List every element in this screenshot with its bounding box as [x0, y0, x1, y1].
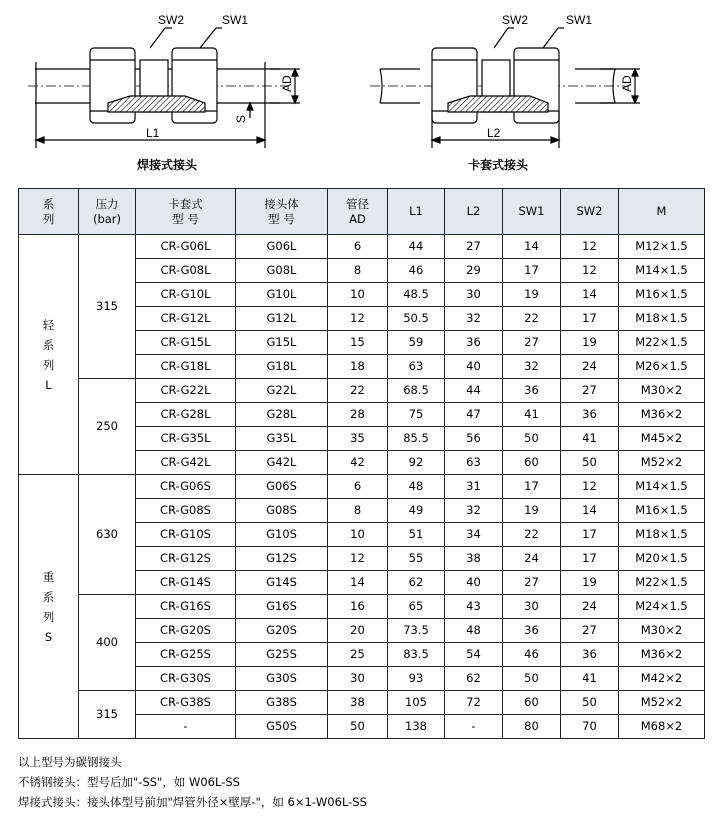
l1-cell: 105: [388, 691, 445, 715]
l2-cell: 63: [445, 451, 503, 475]
sw2-cell: 14: [561, 283, 619, 307]
table-header-row: [19, 189, 705, 235]
sw1-cell: 22: [503, 307, 561, 331]
l1-cell: 62: [388, 571, 445, 595]
m-cell: M36×2: [619, 403, 705, 427]
ad-cell: 10: [328, 523, 388, 547]
body-cell: G25S: [236, 643, 328, 667]
m-cell: M16×1.5: [619, 283, 705, 307]
left-s-label: S: [234, 114, 248, 123]
welded-fitting-caption: 焊接式接头: [137, 158, 198, 172]
body-cell: G06L: [236, 235, 328, 259]
model-cell: CR-G10L: [136, 283, 236, 307]
m-cell: M36×2: [619, 643, 705, 667]
model-cell: -: [136, 715, 236, 739]
body-cell: G10S: [236, 523, 328, 547]
l2-cell: 30: [445, 283, 503, 307]
note-line: 不锈钢接头：型号后加"-SS"，如 W06L-SS: [18, 775, 240, 789]
l2-cell: -: [445, 715, 503, 739]
table-row: [19, 379, 705, 403]
l2-cell: 43: [445, 595, 503, 619]
l1-cell: 55: [388, 547, 445, 571]
body-cell: G38S: [236, 691, 328, 715]
body-cell: G35L: [236, 427, 328, 451]
left-sw1-label: SW1: [222, 13, 249, 27]
table-row: [19, 475, 705, 499]
body-cell: G12L: [236, 307, 328, 331]
model-cell: CR-G08L: [136, 259, 236, 283]
ad-cell: 6: [328, 235, 388, 259]
body-cell: G15L: [236, 331, 328, 355]
ad-cell: 35: [328, 427, 388, 451]
ad-cell: 20: [328, 619, 388, 643]
sw2-cell: 70: [561, 715, 619, 739]
l1-cell: 59: [388, 331, 445, 355]
body-cell: G28L: [236, 403, 328, 427]
l1-cell: 49: [388, 499, 445, 523]
m-cell: M24×1.5: [619, 595, 705, 619]
l2-cell: 32: [445, 499, 503, 523]
sw1-cell: 50: [503, 667, 561, 691]
ad-cell: 16: [328, 595, 388, 619]
ad-cell: 14: [328, 571, 388, 595]
table-row: [19, 691, 705, 715]
left-ad-label: AD: [280, 75, 294, 92]
l1-cell: 65: [388, 595, 445, 619]
model-cell: CR-G12S: [136, 547, 236, 571]
note-line: 以上型号为碳钢接头: [18, 755, 122, 769]
l1-cell: 51: [388, 523, 445, 547]
m-cell: M52×2: [619, 691, 705, 715]
sw1-cell: 32: [503, 355, 561, 379]
sw2-cell: 24: [561, 595, 619, 619]
header-m: M: [619, 189, 705, 235]
ad-cell: 28: [328, 403, 388, 427]
body-cell: G14S: [236, 571, 328, 595]
header-sw1: SW1: [503, 189, 561, 235]
l2-cell: 29: [445, 259, 503, 283]
ad-cell: 25: [328, 643, 388, 667]
sw2-cell: 36: [561, 643, 619, 667]
m-cell: M16×1.5: [619, 499, 705, 523]
l1-cell: 73.5: [388, 619, 445, 643]
m-cell: M12×1.5: [619, 235, 705, 259]
sw1-cell: 27: [503, 331, 561, 355]
sw1-cell: 36: [503, 619, 561, 643]
sw1-cell: 80: [503, 715, 561, 739]
ad-cell: 12: [328, 547, 388, 571]
model-cell: CR-G22L: [136, 379, 236, 403]
sw1-cell: 30: [503, 595, 561, 619]
sw2-cell: 24: [561, 355, 619, 379]
sw2-cell: 50: [561, 451, 619, 475]
header-l2: L2: [445, 189, 503, 235]
l1-cell: 83.5: [388, 643, 445, 667]
sw2-cell: 12: [561, 259, 619, 283]
m-cell: M26×1.5: [619, 355, 705, 379]
sw1-cell: 60: [503, 691, 561, 715]
body-cell: G12S: [236, 547, 328, 571]
sw1-cell: 46: [503, 643, 561, 667]
sw2-cell: 19: [561, 331, 619, 355]
body-cell: G22L: [236, 379, 328, 403]
right-l2-label: L2: [487, 126, 501, 140]
header-sw2: SW2: [561, 189, 619, 235]
header-series: 系 列: [19, 189, 79, 235]
pressure-cell: 400: [79, 595, 136, 691]
model-cell: CR-G14S: [136, 571, 236, 595]
model-cell: CR-G18L: [136, 355, 236, 379]
model-cell: CR-G16S: [136, 595, 236, 619]
body-cell: G42L: [236, 451, 328, 475]
sw2-cell: 41: [561, 667, 619, 691]
right-sw1-label: SW1: [566, 13, 593, 27]
l2-cell: 56: [445, 427, 503, 451]
model-cell: CR-G38S: [136, 691, 236, 715]
l2-cell: 62: [445, 667, 503, 691]
l2-cell: 47: [445, 403, 503, 427]
sw2-cell: 27: [561, 379, 619, 403]
body-cell: G06S: [236, 475, 328, 499]
model-cell: CR-G12L: [136, 307, 236, 331]
ad-cell: 12: [328, 307, 388, 331]
ad-cell: 42: [328, 451, 388, 475]
fitting-drawings: [0, 0, 720, 185]
table-row: [19, 595, 705, 619]
model-cell: CR-G15L: [136, 331, 236, 355]
body-cell: G08L: [236, 259, 328, 283]
l1-cell: 48: [388, 475, 445, 499]
sw1-cell: 24: [503, 547, 561, 571]
ad-cell: 10: [328, 283, 388, 307]
m-cell: M30×2: [619, 379, 705, 403]
l2-cell: 54: [445, 643, 503, 667]
note-line: 焊接式接头：接头体型号前加"焊管外径×壁厚-"，如 6×1-W06L-SS: [18, 795, 367, 809]
sw1-cell: 14: [503, 235, 561, 259]
l1-cell: 93: [388, 667, 445, 691]
l2-cell: 38: [445, 547, 503, 571]
sw2-cell: 12: [561, 475, 619, 499]
l2-cell: 36: [445, 331, 503, 355]
model-cell: CR-G08S: [136, 499, 236, 523]
m-cell: M14×1.5: [619, 475, 705, 499]
sw2-cell: 50: [561, 691, 619, 715]
pressure-cell: 630: [79, 475, 136, 595]
ad-cell: 8: [328, 499, 388, 523]
sw2-cell: 17: [561, 307, 619, 331]
m-cell: M52×2: [619, 451, 705, 475]
ad-cell: 30: [328, 667, 388, 691]
ad-cell: 22: [328, 379, 388, 403]
sw1-cell: 50: [503, 427, 561, 451]
sw1-cell: 22: [503, 523, 561, 547]
l2-cell: 27: [445, 235, 503, 259]
ad-cell: 6: [328, 475, 388, 499]
left-l1-label: L1: [146, 126, 160, 140]
sw1-cell: 17: [503, 475, 561, 499]
l1-cell: 75: [388, 403, 445, 427]
l1-cell: 50.5: [388, 307, 445, 331]
l2-cell: 40: [445, 571, 503, 595]
l1-cell: 63: [388, 355, 445, 379]
l1-cell: 85.5: [388, 427, 445, 451]
l1-cell: 92: [388, 451, 445, 475]
spec-table: [18, 188, 705, 739]
model-cell: CR-G06S: [136, 475, 236, 499]
welded-fitting-drawing: [28, 28, 300, 148]
body-cell: G30S: [236, 667, 328, 691]
body-cell: G08S: [236, 499, 328, 523]
left-sw2-label: SW2: [158, 13, 185, 27]
l1-cell: 138: [388, 715, 445, 739]
sw1-cell: 19: [503, 499, 561, 523]
sw2-cell: 36: [561, 403, 619, 427]
body-cell: G10L: [236, 283, 328, 307]
m-cell: M18×1.5: [619, 523, 705, 547]
ad-cell: 18: [328, 355, 388, 379]
sw1-cell: 27: [503, 571, 561, 595]
header-ad: 管径 AD: [328, 189, 388, 235]
l2-cell: 40: [445, 355, 503, 379]
sw2-cell: 19: [561, 571, 619, 595]
model-cell: CR-G20S: [136, 619, 236, 643]
m-cell: M22×1.5: [619, 331, 705, 355]
m-cell: M30×2: [619, 619, 705, 643]
l2-cell: 31: [445, 475, 503, 499]
sw1-cell: 41: [503, 403, 561, 427]
l2-cell: 34: [445, 523, 503, 547]
pressure-cell: 315: [79, 235, 136, 379]
l1-cell: 44: [388, 235, 445, 259]
sw1-cell: 36: [503, 379, 561, 403]
m-cell: M22×1.5: [619, 571, 705, 595]
ad-cell: 15: [328, 331, 388, 355]
sw2-cell: 27: [561, 619, 619, 643]
ad-cell: 8: [328, 259, 388, 283]
sw1-cell: 19: [503, 283, 561, 307]
notes: [18, 752, 367, 812]
l2-cell: 72: [445, 691, 503, 715]
pressure-cell: 315: [79, 691, 136, 739]
sw1-cell: 60: [503, 451, 561, 475]
spec-table-body: [19, 235, 705, 739]
ad-cell: 38: [328, 691, 388, 715]
sw2-cell: 17: [561, 523, 619, 547]
series-cell: 重 系 列 S: [19, 475, 79, 739]
l1-cell: 68.5: [388, 379, 445, 403]
body-cell: G20S: [236, 619, 328, 643]
model-cell: CR-G42L: [136, 451, 236, 475]
sw1-cell: 17: [503, 259, 561, 283]
sw2-cell: 17: [561, 547, 619, 571]
l2-cell: 32: [445, 307, 503, 331]
sw2-cell: 12: [561, 235, 619, 259]
model-cell: CR-G06L: [136, 235, 236, 259]
m-cell: M42×2: [619, 667, 705, 691]
m-cell: M45×2: [619, 427, 705, 451]
header-body: 接头体 型 号: [236, 189, 328, 235]
ferrule-fitting-drawing: [370, 28, 640, 148]
model-cell: CR-G10S: [136, 523, 236, 547]
right-sw2-label: SW2: [502, 13, 529, 27]
pressure-cell: 250: [79, 379, 136, 475]
sw2-cell: 14: [561, 499, 619, 523]
m-cell: M20×1.5: [619, 547, 705, 571]
model-cell: CR-G35L: [136, 427, 236, 451]
body-cell: G18L: [236, 355, 328, 379]
ferrule-fitting-caption: 卡套式接头: [468, 158, 529, 172]
l1-cell: 46: [388, 259, 445, 283]
m-cell: M18×1.5: [619, 307, 705, 331]
model-cell: CR-G25S: [136, 643, 236, 667]
l2-cell: 44: [445, 379, 503, 403]
body-cell: G50S: [236, 715, 328, 739]
ad-cell: 50: [328, 715, 388, 739]
m-cell: M14×1.5: [619, 259, 705, 283]
series-cell: 轻 系 列 L: [19, 235, 79, 475]
right-ad-label: AD: [620, 75, 634, 92]
header-l1: L1: [388, 189, 445, 235]
l2-cell: 48: [445, 619, 503, 643]
model-cell: CR-G30S: [136, 667, 236, 691]
sw2-cell: 41: [561, 427, 619, 451]
header-pressure: 压力 (bar): [79, 189, 136, 235]
l1-cell: 48.5: [388, 283, 445, 307]
m-cell: M68×2: [619, 715, 705, 739]
table-row: [19, 235, 705, 259]
model-cell: CR-G28L: [136, 403, 236, 427]
body-cell: G16S: [236, 595, 328, 619]
header-model: 卡套式 型 号: [136, 189, 236, 235]
